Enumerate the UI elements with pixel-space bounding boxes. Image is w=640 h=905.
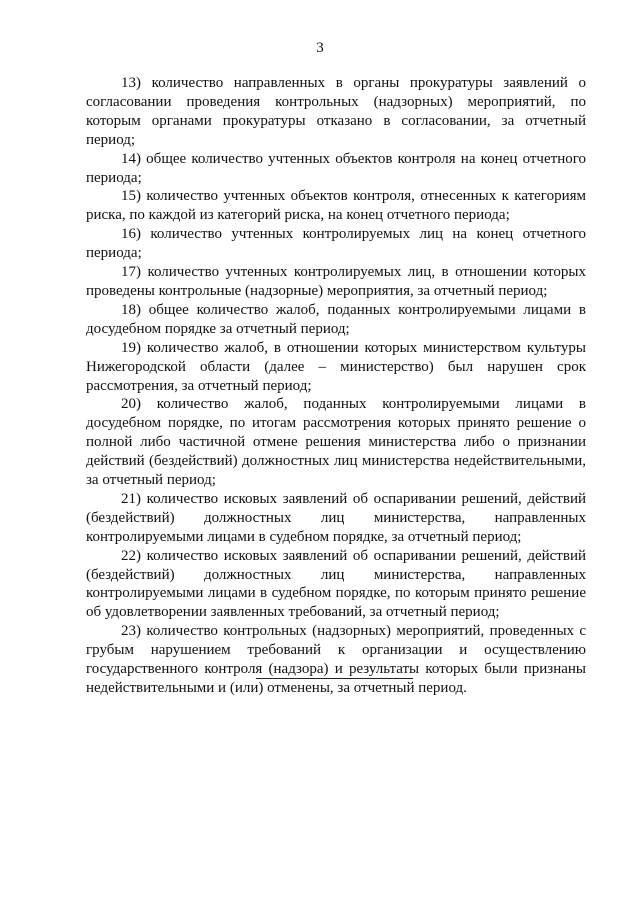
list-item-15: 15) количество учтенных объектов контроля, отнесенных к категориям риска, по каждой из категорий риска, на конец отчетного периода; <box>86 188 586 224</box>
page-number: 3 <box>316 40 324 56</box>
list-item-16: 16) количество учтенных контролируемых лиц на конец отчетного периода; <box>86 226 586 262</box>
list-item-22: 22) количество исковых заявлений об оспаривании решений, действий (бездействий) должностных лиц министерства, направленных контролируемыми лицами в судебном порядке, по которым принято решение об удовлетворении заявленных требований, за отчетный период; <box>86 547 586 621</box>
document-body <box>86 74 586 698</box>
list-item-20: 20) количество жалоб, поданных контролируемыми лицами в досудебном порядке, по итогам рассмотрения которых принято решение о полной либо частичной отмене решения министерства либо о признании действий (бездействий) должностных лиц министерства недействительными, за отчетный период; <box>86 396 586 489</box>
list-item-14: 14) общее количество учтенных объектов контроля на конец отчетного периода; <box>86 150 586 186</box>
list-item-19: 19) количество жалоб, в отношении которых министерством культуры Нижегородской области (далее – министерство) был нарушен срок рассмотрения, за отчетный период; <box>86 339 586 394</box>
list-item-23: 23) количество контрольных (надзорных) мероприятий, проведенных с грубым нарушением требований к организации и осуществлению государственного контроля (надзора) и результаты которых были признаны недействительными и (или) отменены, за отчетный период. <box>86 623 586 696</box>
list-item-18: 18) общее количество жалоб, поданных контролируемыми лицами в досудебном порядке за отчетный период; <box>86 301 586 337</box>
end-divider-line <box>256 678 413 679</box>
list-item-17: 17) количество учтенных контролируемых лиц, в отношении которых проведены контрольные (надзорные) мероприятия, за отчетный период; <box>86 264 586 299</box>
list-item-21: 21) количество исковых заявлений об оспаривании решений, действий (бездействий) должностных лиц министерства, направленных контролируемыми лицами в судебном порядке, за отчетный период; <box>86 490 586 545</box>
list-item-13: 13) количество направленных в органы прокуратуры заявлений о согласовании проведения контрольных (надзорных) мероприятий, по которым органами прокуратуры отказано в согласовании, за отчетный период; <box>86 75 586 148</box>
